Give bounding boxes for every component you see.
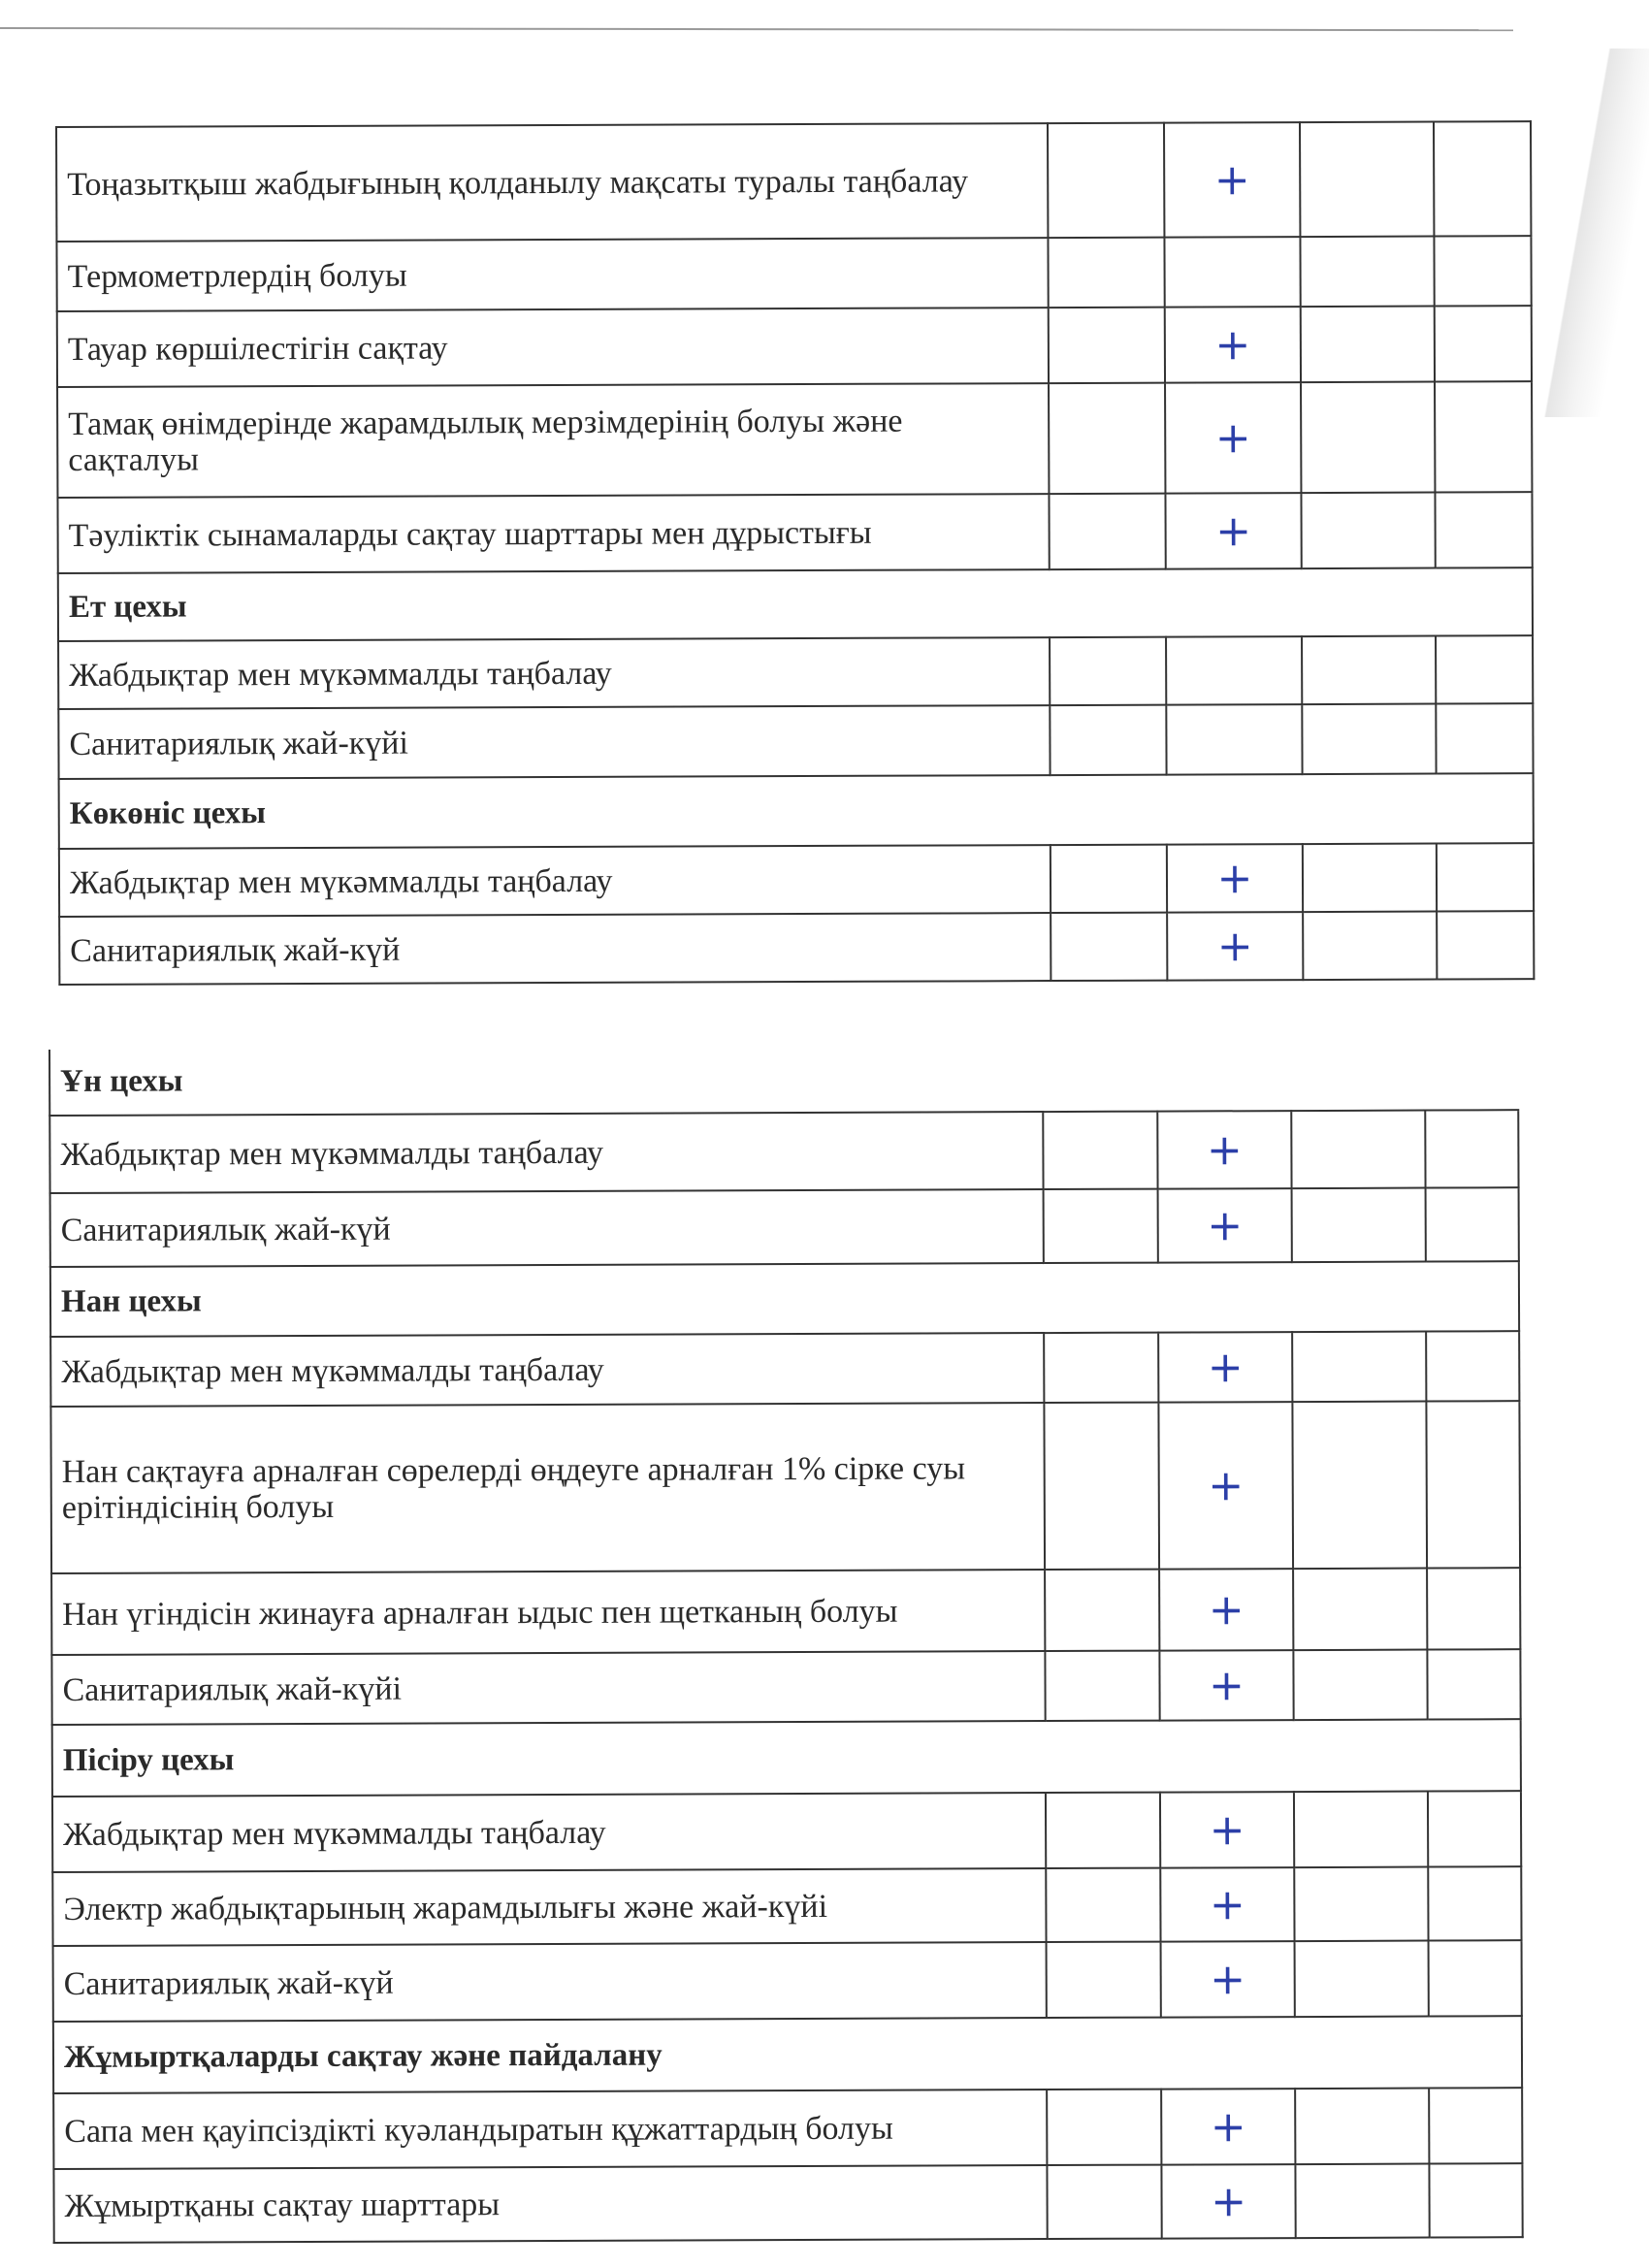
checklist-body-lower — [49, 1044, 1523, 2243]
mark-cell-3 — [1291, 1111, 1425, 1189]
table-row — [56, 236, 1531, 311]
mark-cell-4 — [1435, 381, 1532, 492]
mark-cell-4 — [1429, 2088, 1522, 2163]
mark-cell-2: + — [1159, 1650, 1293, 1721]
table-row — [52, 1866, 1521, 1946]
mark-cell-4 — [1435, 306, 1532, 381]
row-label: Санитариялық жай-күй — [59, 913, 1051, 985]
mark-cell-2: + — [1167, 912, 1303, 981]
mark-cell-3 — [1295, 1941, 1429, 2018]
mark-cell-3 — [1303, 844, 1437, 913]
mark-cell-1 — [1047, 2165, 1161, 2239]
row-label: Тәуліктік сынамаларды сақтау шарттары мен дұрыстығы — [57, 494, 1049, 573]
mark-cell-3 — [1301, 382, 1435, 494]
row-label: Сапа мен қауіпсіздікті куәландыратын құжаттардың болуы — [53, 2090, 1047, 2169]
mark-cell-4 — [1425, 1110, 1518, 1187]
scan-folded-corner — [1523, 49, 1649, 417]
section-header-row — [53, 2016, 1522, 2093]
table-row — [53, 1940, 1522, 2022]
mark-cell-4 — [1436, 703, 1533, 773]
mark-cell-4 — [1426, 1401, 1520, 1568]
mark-cell-2: + — [1158, 1402, 1293, 1570]
row-label: Жабдықтар мен мүкәммалды таңбалау — [58, 637, 1050, 709]
row-label: Термометрлердің болуы — [56, 238, 1048, 311]
mark-cell-3 — [1293, 1650, 1427, 1721]
row-label: Санитариялық жай-күйі — [58, 705, 1050, 779]
mark-cell-3 — [1292, 1332, 1426, 1403]
mark-cell-4 — [1435, 492, 1532, 567]
row-label: Тамақ өнімдерінде жарамдылық мерзімдерінің болуы және сақталуы — [57, 383, 1049, 498]
mark-cell-1 — [1049, 494, 1165, 569]
mark-cell-1 — [1046, 1793, 1160, 1868]
mark-cell-2: + — [1160, 1792, 1294, 1868]
mark-cell-4 — [1426, 1331, 1519, 1401]
mark-cell-4 — [1434, 121, 1531, 236]
mark-cell-1 — [1044, 1403, 1159, 1570]
row-label: Тоңазытқыш жабдығының қолданылу мақсаты туралы таңбалау — [56, 123, 1048, 242]
mark-cell-1 — [1047, 2090, 1161, 2165]
table-row — [53, 2163, 1522, 2243]
mark-cell-4 — [1427, 1568, 1520, 1649]
table-row — [59, 843, 1534, 917]
mark-cell-1 — [1050, 705, 1166, 775]
mark-cell-2: + — [1164, 122, 1300, 238]
mark-cell-4 — [1428, 1791, 1521, 1866]
mark-cell-4 — [1428, 1866, 1521, 1940]
mark-cell-1 — [1050, 637, 1166, 705]
mark-cell-3 — [1301, 307, 1435, 383]
mark-cell-3 — [1300, 122, 1434, 238]
table-row — [52, 1791, 1521, 1872]
row-label: Санитариялық жай-күй — [50, 1189, 1044, 1267]
mark-cell-1 — [1043, 1112, 1157, 1189]
mark-cell-2: + — [1158, 1332, 1292, 1403]
section-title: Ет цехы — [58, 567, 1533, 641]
mark-cell-4 — [1426, 1187, 1519, 1261]
mark-cell-3 — [1301, 493, 1435, 569]
section-header-row — [59, 773, 1534, 849]
mark-cell-1 — [1047, 1942, 1161, 2018]
mark-cell-2: + — [1165, 493, 1301, 569]
checklist-table-lower — [48, 1044, 1524, 2244]
mark-cell-3 — [1295, 2164, 1429, 2239]
mark-cell-1 — [1045, 1570, 1159, 1651]
mark-cell-1 — [1048, 238, 1164, 308]
row-label: Нан сақтауға арналған сөрелерді өңдеуге арналған 1% сірке суы ерітіндісінің болуы — [50, 1403, 1045, 1573]
mark-cell-2: + — [1165, 382, 1301, 494]
section-title: Ұн цехы — [49, 1044, 1518, 1116]
mark-cell-2 — [1164, 237, 1300, 308]
table-row — [51, 1568, 1520, 1655]
row-label: Санитариялық жай-күйі — [51, 1651, 1045, 1725]
mark-cell-4 — [1427, 1649, 1520, 1719]
mark-cell-4 — [1434, 236, 1531, 306]
table-row — [53, 2088, 1522, 2169]
mark-cell-2 — [1166, 636, 1302, 705]
mark-cell-2: + — [1161, 2164, 1295, 2239]
section-title: Жұмыртқаларды сақтау және пайдалану — [53, 2016, 1522, 2093]
mark-cell-3 — [1292, 1188, 1426, 1263]
row-label: Жабдықтар мен мүкәммалды таңбалау — [50, 1333, 1044, 1407]
mark-cell-1 — [1044, 1189, 1158, 1263]
section-header-row — [50, 1261, 1519, 1337]
table-row — [49, 1110, 1518, 1193]
mark-cell-3 — [1300, 237, 1434, 308]
mark-cell-3 — [1294, 1867, 1428, 1942]
table-row — [58, 703, 1533, 779]
mark-cell-3 — [1295, 2089, 1429, 2165]
section-header-row — [58, 567, 1533, 641]
row-label: Электр жабдықтарының жарамдылығы және жай-күйі — [52, 1868, 1046, 1946]
mark-cell-2 — [1166, 704, 1302, 775]
mark-cell-3 — [1302, 636, 1436, 705]
table-row — [56, 121, 1531, 242]
row-label: Тауар көршілестігін сақтау — [57, 308, 1049, 387]
table-row — [50, 1187, 1519, 1267]
mark-cell-4 — [1437, 843, 1534, 911]
mark-cell-2: + — [1167, 844, 1303, 913]
mark-cell-2: + — [1157, 1111, 1291, 1189]
section-title: Көкөніс цехы — [59, 773, 1534, 849]
checklist-table-upper — [55, 120, 1535, 986]
row-label: Жабдықтар мен мүкәммалды таңбалау — [59, 845, 1051, 917]
mark-cell-1 — [1051, 845, 1167, 913]
mark-cell-3 — [1303, 912, 1437, 981]
mark-cell-3 — [1294, 1792, 1428, 1868]
mark-cell-3 — [1292, 1402, 1427, 1570]
mark-cell-1 — [1046, 1868, 1160, 1942]
row-label: Санитариялық жай-күй — [53, 1942, 1047, 2022]
row-label: Нан үгіндісін жинауға арналған ыдыс пен щетканың болуы — [51, 1570, 1045, 1655]
row-label: Жабдықтар мен мүкәммалды таңбалау — [49, 1112, 1043, 1193]
mark-cell-4 — [1429, 2163, 1522, 2237]
mark-cell-2: + — [1158, 1188, 1292, 1263]
mark-cell-2: + — [1159, 1569, 1293, 1651]
mark-cell-3 — [1302, 704, 1436, 775]
mark-cell-1 — [1049, 308, 1165, 383]
table-row — [51, 1649, 1520, 1725]
row-label: Жабдықтар мен мүкәммалды таңбалау — [52, 1793, 1046, 1872]
section-header-row — [52, 1719, 1521, 1797]
mark-cell-4 — [1437, 911, 1534, 979]
section-title: Пісіру цехы — [52, 1719, 1521, 1797]
mark-cell-1 — [1051, 913, 1167, 981]
row-label: Жұмыртқаны сақтау шарттары — [53, 2165, 1047, 2243]
section-header-row — [49, 1044, 1518, 1116]
mark-cell-1 — [1045, 1651, 1159, 1721]
table-row — [58, 635, 1533, 709]
table-row — [50, 1401, 1520, 1573]
mark-cell-2: + — [1165, 307, 1301, 383]
mark-cell-4 — [1429, 1940, 1522, 2016]
mark-cell-2: + — [1161, 1941, 1295, 2018]
mark-cell-1 — [1049, 383, 1165, 494]
table-row — [57, 306, 1532, 387]
mark-cell-1 — [1048, 123, 1164, 238]
mark-cell-2: + — [1161, 2089, 1295, 2165]
scan-top-edge — [0, 27, 1513, 31]
table-row — [59, 911, 1534, 985]
mark-cell-4 — [1436, 635, 1533, 703]
checklist-body-upper — [56, 121, 1534, 985]
table-row — [50, 1331, 1519, 1407]
table-row — [57, 381, 1532, 498]
table-row — [57, 492, 1532, 573]
mark-cell-1 — [1044, 1333, 1158, 1403]
section-title: Нан цехы — [50, 1261, 1519, 1337]
mark-cell-3 — [1293, 1569, 1427, 1651]
mark-cell-2: + — [1160, 1867, 1294, 1942]
